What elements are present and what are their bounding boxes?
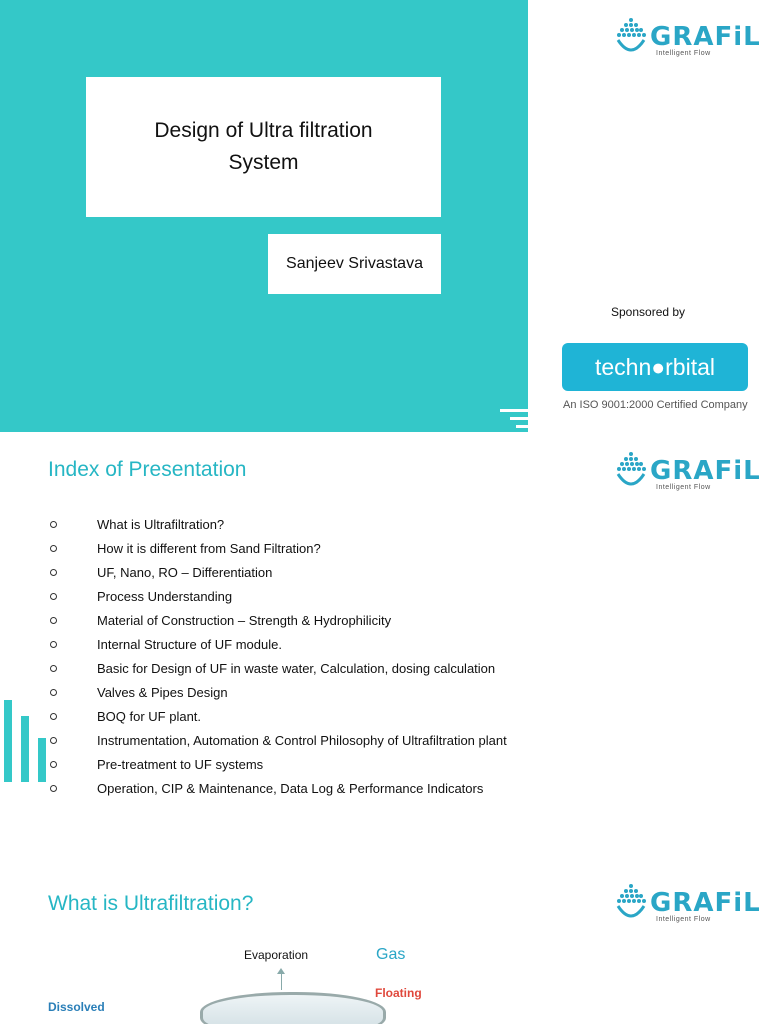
bullet-icon xyxy=(50,641,57,648)
list-item-text: Pre-treatment to UF systems xyxy=(97,756,264,772)
logo-wordmark: GRAFiL xyxy=(650,456,761,486)
list-item-text: Material of Construction – Strength & Hydrophilicity xyxy=(97,612,392,628)
list-item xyxy=(50,584,507,608)
list-item xyxy=(50,512,507,536)
list-item-text: Internal Structure of UF module. xyxy=(97,636,282,652)
list-item-text: Instrumentation, Automation & Control Philosophy of Ultrafiltration plant xyxy=(97,732,507,748)
presentation-title: Design of Ultra filtration System xyxy=(154,119,373,174)
sponsor-tagline: An ISO 9001:2000 Certified Company xyxy=(563,399,748,411)
sponsored-label: Sponsored by xyxy=(611,305,686,319)
index-list xyxy=(50,512,507,800)
list-item xyxy=(50,752,507,776)
bullet-icon xyxy=(50,737,57,744)
logo-tagline: Intelligent Flow xyxy=(656,916,711,923)
list-item xyxy=(50,680,507,704)
logo-tagline: Intelligent Flow xyxy=(656,484,711,491)
list-item xyxy=(50,656,507,680)
index-heading: Index of Presentation xyxy=(48,458,247,481)
list-item-text: Basic for Design of UF in waste water, Calculation, dosing calculation xyxy=(97,660,496,676)
list-item-text: Operation, CIP & Maintenance, Data Log & Performance Indicators xyxy=(97,780,484,796)
list-item xyxy=(50,632,507,656)
bullet-icon xyxy=(50,665,57,672)
list-item-text: BOQ for UF plant. xyxy=(97,708,202,724)
list-item-text: What is Ultrafiltration? xyxy=(97,516,225,532)
list-item xyxy=(50,608,507,632)
title-box xyxy=(86,77,441,217)
list-item-text: Process Understanding xyxy=(97,588,233,604)
droplet-logo-icon xyxy=(614,450,648,492)
author-name: Sanjeev Srivastava xyxy=(286,255,423,272)
author-box xyxy=(268,234,441,294)
logo-tagline: Intelligent Flow xyxy=(656,50,711,57)
technorbital-logo xyxy=(562,343,748,391)
arrow-line xyxy=(281,972,282,990)
dissolved-label: Dissolved xyxy=(48,1000,105,1014)
water-beaker xyxy=(200,992,386,1024)
list-item-text: How it is different from Sand Filtration? xyxy=(97,540,321,556)
decorative-stripes xyxy=(500,404,528,428)
bullet-icon xyxy=(50,545,57,552)
list-item xyxy=(50,728,507,752)
grafil-logo xyxy=(614,16,761,66)
bullet-icon xyxy=(50,689,57,696)
bullet-icon xyxy=(50,617,57,624)
uf-heading: What is Ultrafiltration? xyxy=(48,892,254,915)
floating-label: Floating xyxy=(375,986,422,1000)
bullet-icon xyxy=(50,761,57,768)
what-is-uf-slide xyxy=(0,864,768,1024)
bullet-icon xyxy=(50,569,57,576)
gas-label: Gas xyxy=(376,946,406,963)
evaporation-label: Evaporation xyxy=(244,948,309,962)
bullet-icon xyxy=(50,785,57,792)
title-slide xyxy=(0,0,768,432)
teal-panel xyxy=(0,0,528,432)
index-slide xyxy=(0,432,768,864)
sponsor-name: techn●rbital xyxy=(594,353,715,380)
bullet-icon xyxy=(50,521,57,528)
droplet-logo-icon xyxy=(614,16,648,58)
bullet-icon xyxy=(50,713,57,720)
bullet-icon xyxy=(50,593,57,600)
list-item xyxy=(50,776,507,800)
grafil-logo xyxy=(614,882,761,932)
logo-wordmark: GRAFiL xyxy=(650,888,761,918)
list-item-text: UF, Nano, RO – Differentiation xyxy=(97,564,273,580)
grafil-logo xyxy=(614,450,761,500)
list-item xyxy=(50,704,507,728)
droplet-logo-icon xyxy=(614,882,648,924)
list-item xyxy=(50,536,507,560)
list-item-text: Valves & Pipes Design xyxy=(97,684,228,700)
list-item xyxy=(50,560,507,584)
logo-wordmark: GRAFiL xyxy=(650,22,761,52)
